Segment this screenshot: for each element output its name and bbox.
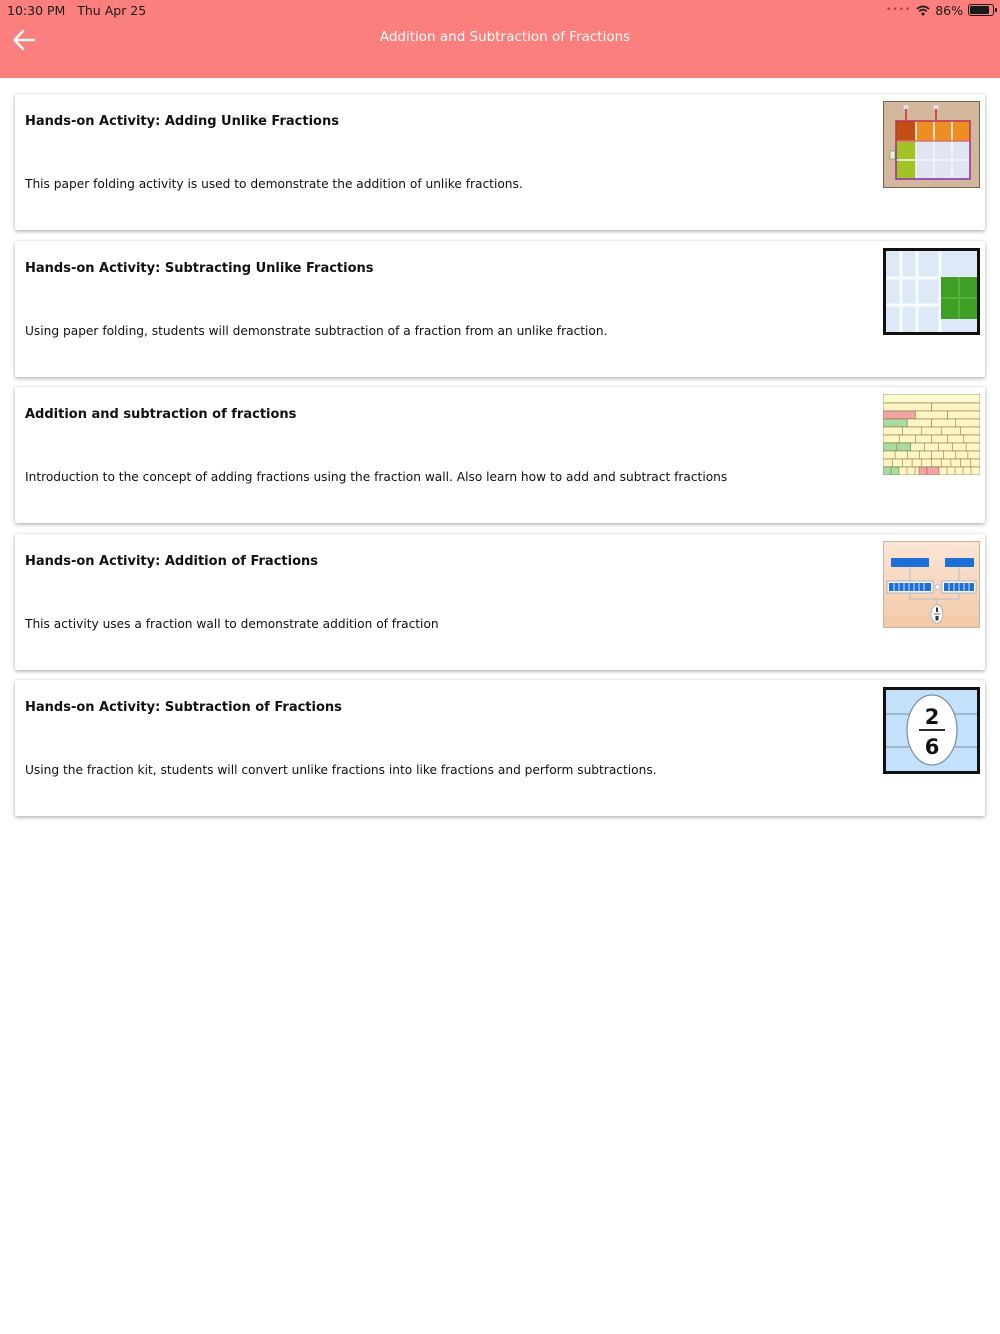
battery-level — [970, 6, 989, 14]
fraction-wall-addition-thumbnail — [883, 541, 980, 628]
wifi-icon — [916, 5, 930, 16]
card-title: Hands-on Activity: Addition of Fractions — [25, 553, 318, 569]
card-description: This paper folding activity is used to demonstrate the addition of unlike fractions. — [25, 177, 523, 191]
battery-percent: 86% — [935, 2, 963, 18]
status-indicators — [886, 2, 994, 18]
activity-card-subtracting-unlike[interactable] — [15, 241, 985, 377]
signal-icon: •••• — [885, 5, 912, 15]
card-title: Hands-on Activity: Subtracting Unlike Fractions — [25, 260, 374, 276]
card-title: Hands-on Activity: Adding Unlike Fractions — [25, 114, 339, 129]
fraction-wall-thumbnail — [883, 394, 980, 481]
card-description: Using the fraction kit, students will convert unlike fractions into like fractions and perform subtractions. — [25, 763, 657, 777]
page-title: Addition and Subtraction of Fractions — [379, 29, 631, 45]
activity-card-addition[interactable] — [15, 534, 985, 670]
card-description: This activity uses a fraction wall to demonstrate addition of fraction — [25, 616, 439, 631]
fraction-numerator: 2 — [924, 705, 940, 729]
fraction-denominator: 6 — [924, 735, 940, 759]
paper-folding-thumbnail — [883, 101, 980, 188]
activity-list — [15, 94, 985, 827]
card-title: Addition and subtraction of fractions — [25, 407, 297, 422]
activity-card-subtraction[interactable] — [15, 680, 985, 816]
fraction-kit-thumbnail — [883, 687, 980, 774]
activity-card-fraction-wall[interactable] — [15, 387, 985, 523]
paper-folding-thumbnail — [883, 248, 980, 335]
card-description: Using paper folding, students will demonstrate subtraction of a fraction from an unlike fraction. — [25, 323, 608, 338]
app-header — [0, 0, 1000, 78]
activity-card-adding-unlike[interactable] — [15, 94, 985, 230]
card-title: Hands-on Activity: Subtraction of Fractions — [25, 700, 342, 715]
battery-icon — [968, 4, 994, 16]
card-description: Introduction to the concept of adding fractions using the fraction wall. Also learn how to add and subtract fractions — [25, 470, 728, 484]
status-time: 10:30 PM Thu Apr 25 — [7, 3, 147, 18]
